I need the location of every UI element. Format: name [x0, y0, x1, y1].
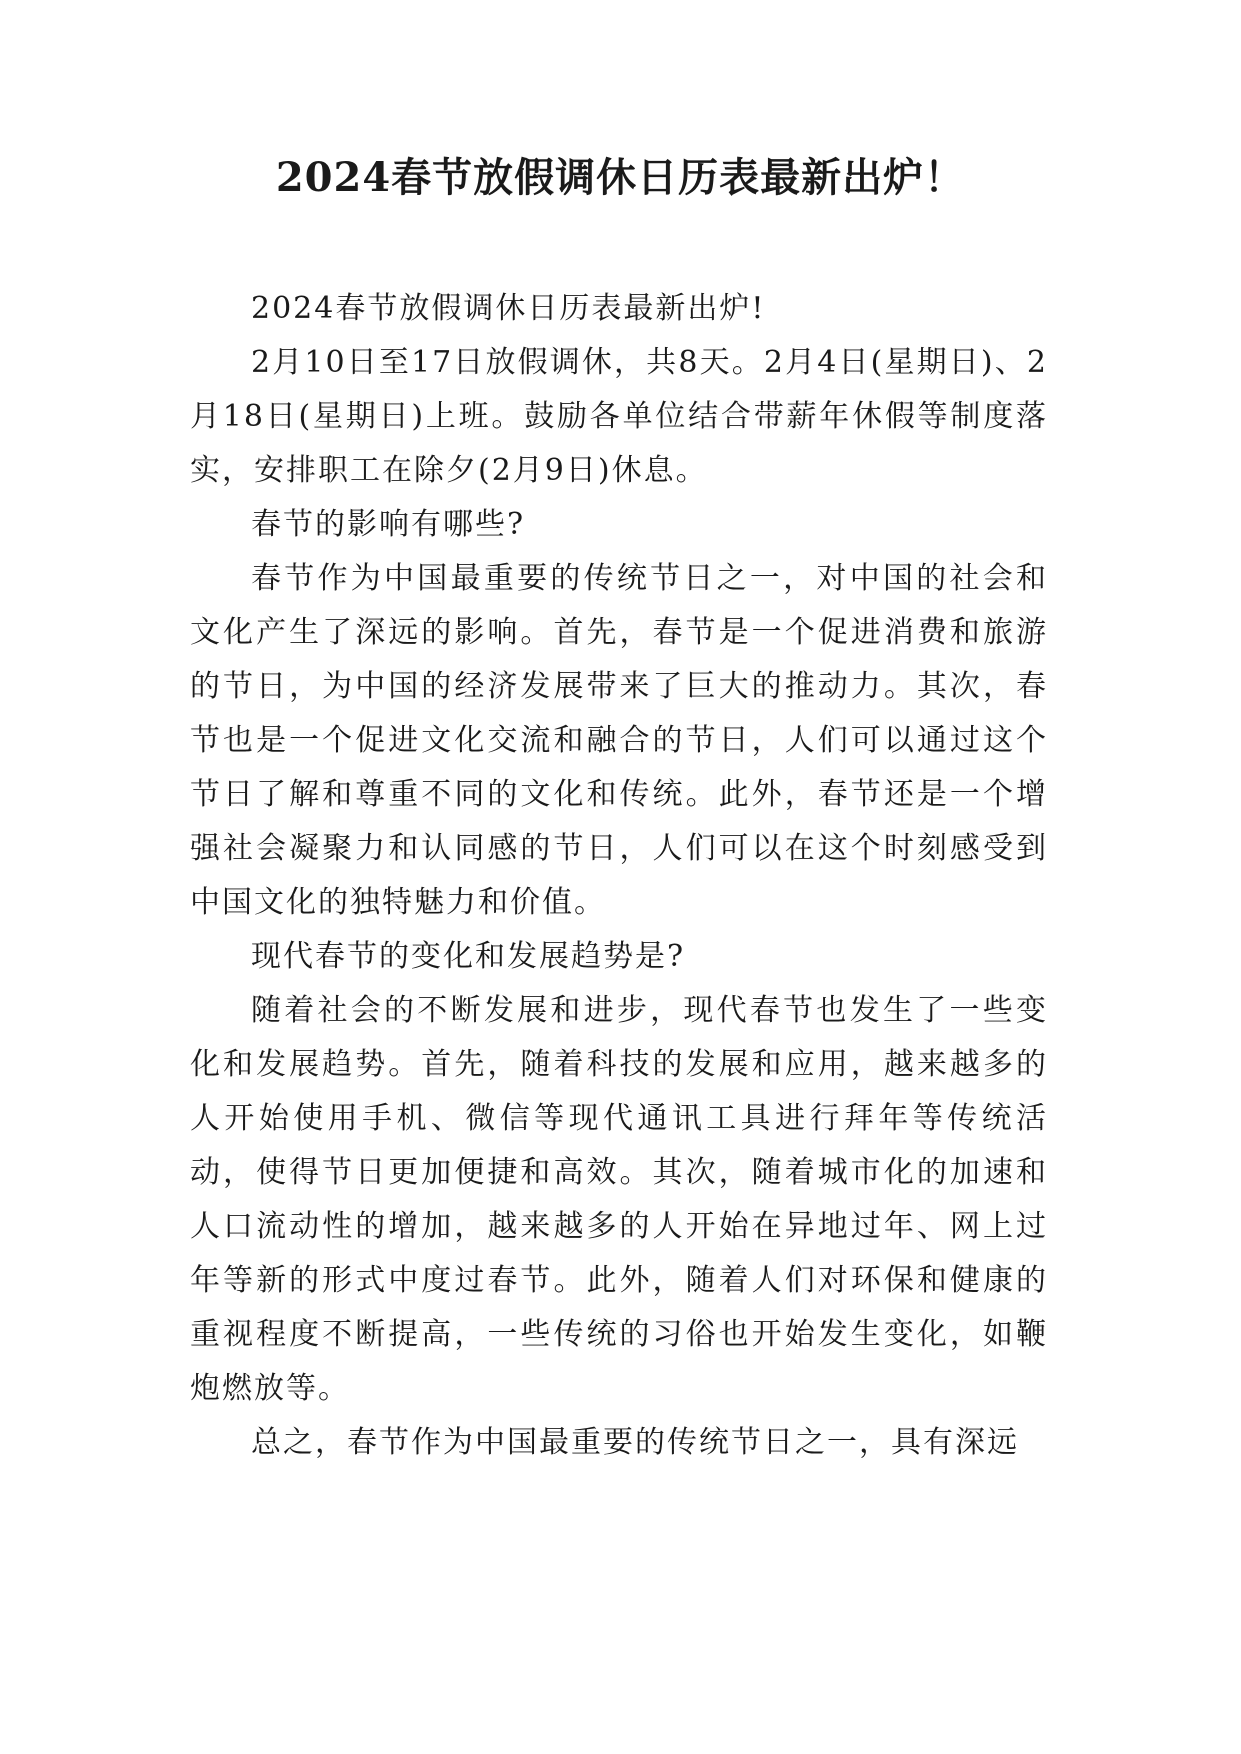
paragraph-trends: 随着社会的不断发展和进步，现代春节也发生了一些变化和发展趋势。首先，随着科技的发展和应用，越来越多的人开始使用手机、微信等现代通讯工具进行拜年等传统活动，使得节日更加便捷和高效。其次，随着城市化的加速和人口流动性的增加，越来越多的人开始在异地过年、网上过年等新的形式中度过春节。此外，随着人们对环保和健康的重视程度不断提高，一些传统的习俗也开始发生变化，如鞭炮燃放等。 — [190, 993, 1048, 1406]
paragraph-holiday-schedule: 2月10日至17日放假调休，共8天。2月4日(星期日)、2月18日(星期日)上班。鼓励各单位结合带薪年休假等制度落实，安排职工在除夕(2月9日)休息。 — [190, 345, 1048, 488]
document-title: 2024春节放假调休日历表最新出炉！ — [275, 154, 966, 201]
paragraph-influence: 春节作为中国最重要的传统节日之一，对中国的社会和文化产生了深远的影响。首先，春节是一个促进消费和旅游的节日，为中国的经济发展带来了巨大的推动力。其次，春节也是一个促进文化交流和融合的节日，人们可以通过这个节日了解和尊重不同的文化和传统。此外，春节还是一个增强社会凝聚力和认同感的节日，人们可以在这个时刻感受到中国文化的独特魅力和价值。 — [190, 561, 1048, 920]
paragraph-conclusion: 总之，春节作为中国最重要的传统节日之一，具有深远 — [251, 1425, 1019, 1460]
document-body — [190, 282, 1048, 1470]
paragraph-intro: 2024春节放假调休日历表最新出炉! — [251, 291, 766, 326]
paragraph-heading-trends: 现代春节的变化和发展趋势是? — [251, 939, 686, 974]
paragraph-heading-influence: 春节的影响有哪些? — [251, 507, 526, 542]
